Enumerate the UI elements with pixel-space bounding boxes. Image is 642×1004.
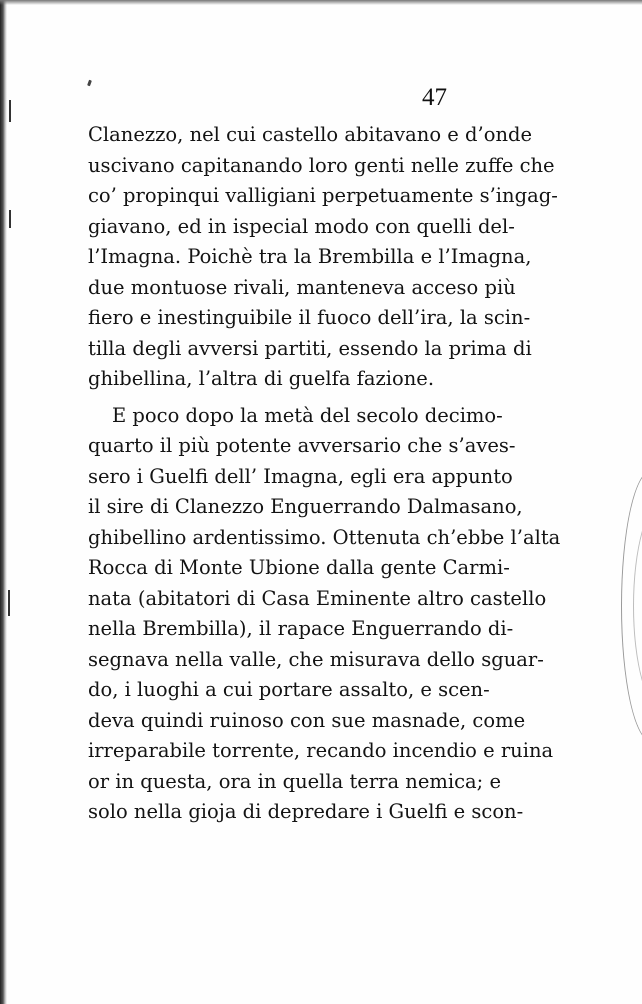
text-line: solo nella gioja di depredare i Guelfi e scon- — [88, 800, 524, 823]
ink-speck — [87, 80, 92, 87]
text-line: co’ propinqui valligiani perpetuamente s’ingag- — [88, 184, 558, 207]
page-number: 47 — [422, 84, 447, 111]
text-line: nella Brembilla), il rapace Enguerrando di- — [88, 617, 514, 640]
text-line: do, i luoghi a cui portare assalto, e scen- — [88, 678, 490, 701]
text-line: Rocca di Monte Ubione dalla gente Carmi- — [88, 556, 510, 579]
body-text — [88, 120, 561, 828]
binding-mark — [8, 590, 10, 616]
text-line: segnava nella valle, che misurava dello sguar- — [88, 647, 544, 671]
text-line: l’Imagna. Poichè tra la Brembilla e l’Imagna, — [88, 245, 532, 268]
text-line: deva quindi ruinoso con sue masnade, come — [88, 708, 526, 732]
text-line: quarto il più potente avversario che s’aves- — [88, 434, 516, 457]
text-line: ghibellino ardentissimo. Ottenuta ch’ebbe l’alta — [88, 525, 561, 549]
page-top-edge — [0, 0, 642, 5]
page-binding-edge — [0, 0, 7, 1004]
text-line: due montuose rivali, manteneva acceso più — [88, 275, 516, 299]
binding-mark — [9, 210, 11, 228]
text-line: uscivano capitanando loro genti nelle zuffe che — [88, 153, 555, 177]
text-line: ghibellina, l’altra di guelfa fazione. — [88, 367, 435, 390]
text-line: or in questa, ora in quella terra nemica; e — [88, 769, 501, 793]
text-line: tilla degli avversi partiti, essendo la prima di — [88, 336, 532, 360]
text-line: nata (abitatori di Casa Eminente altro castello — [88, 586, 547, 610]
text-line: E poco dopo la metà del secolo decimo- — [112, 403, 503, 427]
text-line: irreparabile torrente, recando incendio e ruina — [88, 739, 554, 762]
text-line: fiero e inestinguibile il fuoco dell’ira, la scin- — [88, 306, 531, 329]
text-line: sero i Guelfi dell’ Imagna, egli era appunto — [88, 464, 513, 488]
text-line: giavano, ed in ispecial modo con quelli del- — [88, 214, 515, 238]
binding-mark — [9, 100, 11, 122]
text-line: il sire di Clanezzo Enguerrando Dalmasano, — [88, 495, 523, 518]
text-line: Clanezzo, nel cui castello abitavano e d’onde — [88, 123, 533, 146]
